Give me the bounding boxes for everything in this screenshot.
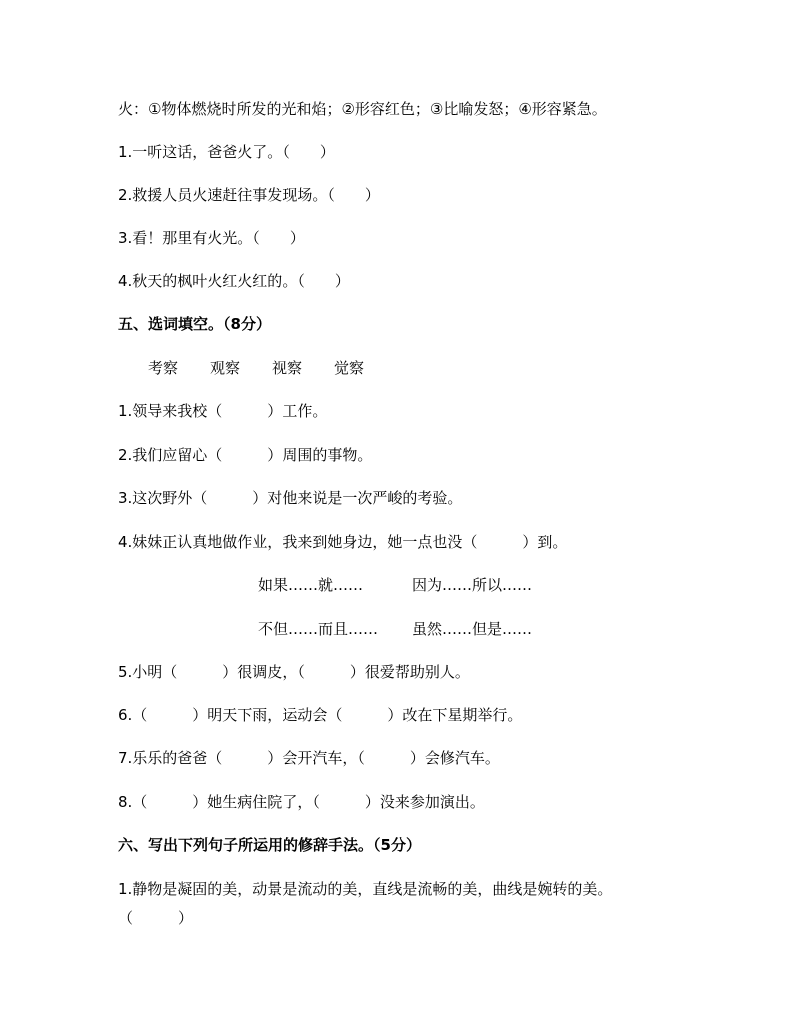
- s5-item-1: 1.领导来我校（ ）工作。: [118, 402, 328, 420]
- word-bank-item: 考察: [148, 359, 179, 377]
- s5-item-8: 8.（ ）她生病住院了，（ ）没来参加演出。: [118, 793, 485, 811]
- word-bank-item: 视察: [272, 359, 303, 377]
- word-bank-item: 觉察: [334, 359, 365, 377]
- s5-item-6: 6.（ ）明天下雨，运动会（ ）改在下星期举行。: [118, 706, 523, 724]
- huo-item-1: 1.一听这话，爸爸火了。（ ）: [118, 143, 335, 161]
- huo-item-3: 3.看！那里有火光。（ ）: [118, 229, 305, 247]
- section6-title: 六、写出下列句子所运用的修辞手法。（5分）: [118, 836, 421, 854]
- s5-item-4: 4.妹妹正认真地做作业，我来到她身边，她一点也没（ ）到。: [118, 533, 568, 551]
- s5-item-7: 7.乐乐的爸爸（ ）会开汽车，（ ）会修汽车。: [118, 749, 500, 767]
- conjunction-item: 如果……就……: [258, 576, 364, 594]
- s6-item-1-answer: （ ）: [118, 909, 194, 927]
- huo-item-2: 2.救援人员火速赶往事发现场。（ ）: [118, 186, 380, 204]
- word-bank-item: 观察: [210, 359, 241, 377]
- section5-title: 五、选词填空。（8分）: [118, 315, 271, 333]
- huo-meanings: 火：①物体燃烧时所发的光和焰；②形容红色；③比喻发怒；④形容紧急。: [118, 100, 607, 118]
- s6-item-1: 1.静物是凝固的美，动景是流动的美，直线是流畅的美，曲线是婉转的美。: [118, 880, 613, 898]
- huo-item-4: 4.秋天的枫叶火红火红的。（ ）: [118, 272, 350, 290]
- conjunction-item: 不但……而且……: [258, 620, 379, 638]
- s5-item-5: 5.小明（ ）很调皮，（ ）很爱帮助别人。: [118, 663, 470, 681]
- s5-item-2: 2.我们应留心（ ）周围的事物。: [118, 446, 373, 464]
- conjunction-item: 虽然……但是……: [412, 620, 533, 638]
- s5-item-3: 3.这次野外（ ）对他来说是一次严峻的考验。: [118, 489, 463, 507]
- conjunction-item: 因为……所以……: [412, 576, 533, 594]
